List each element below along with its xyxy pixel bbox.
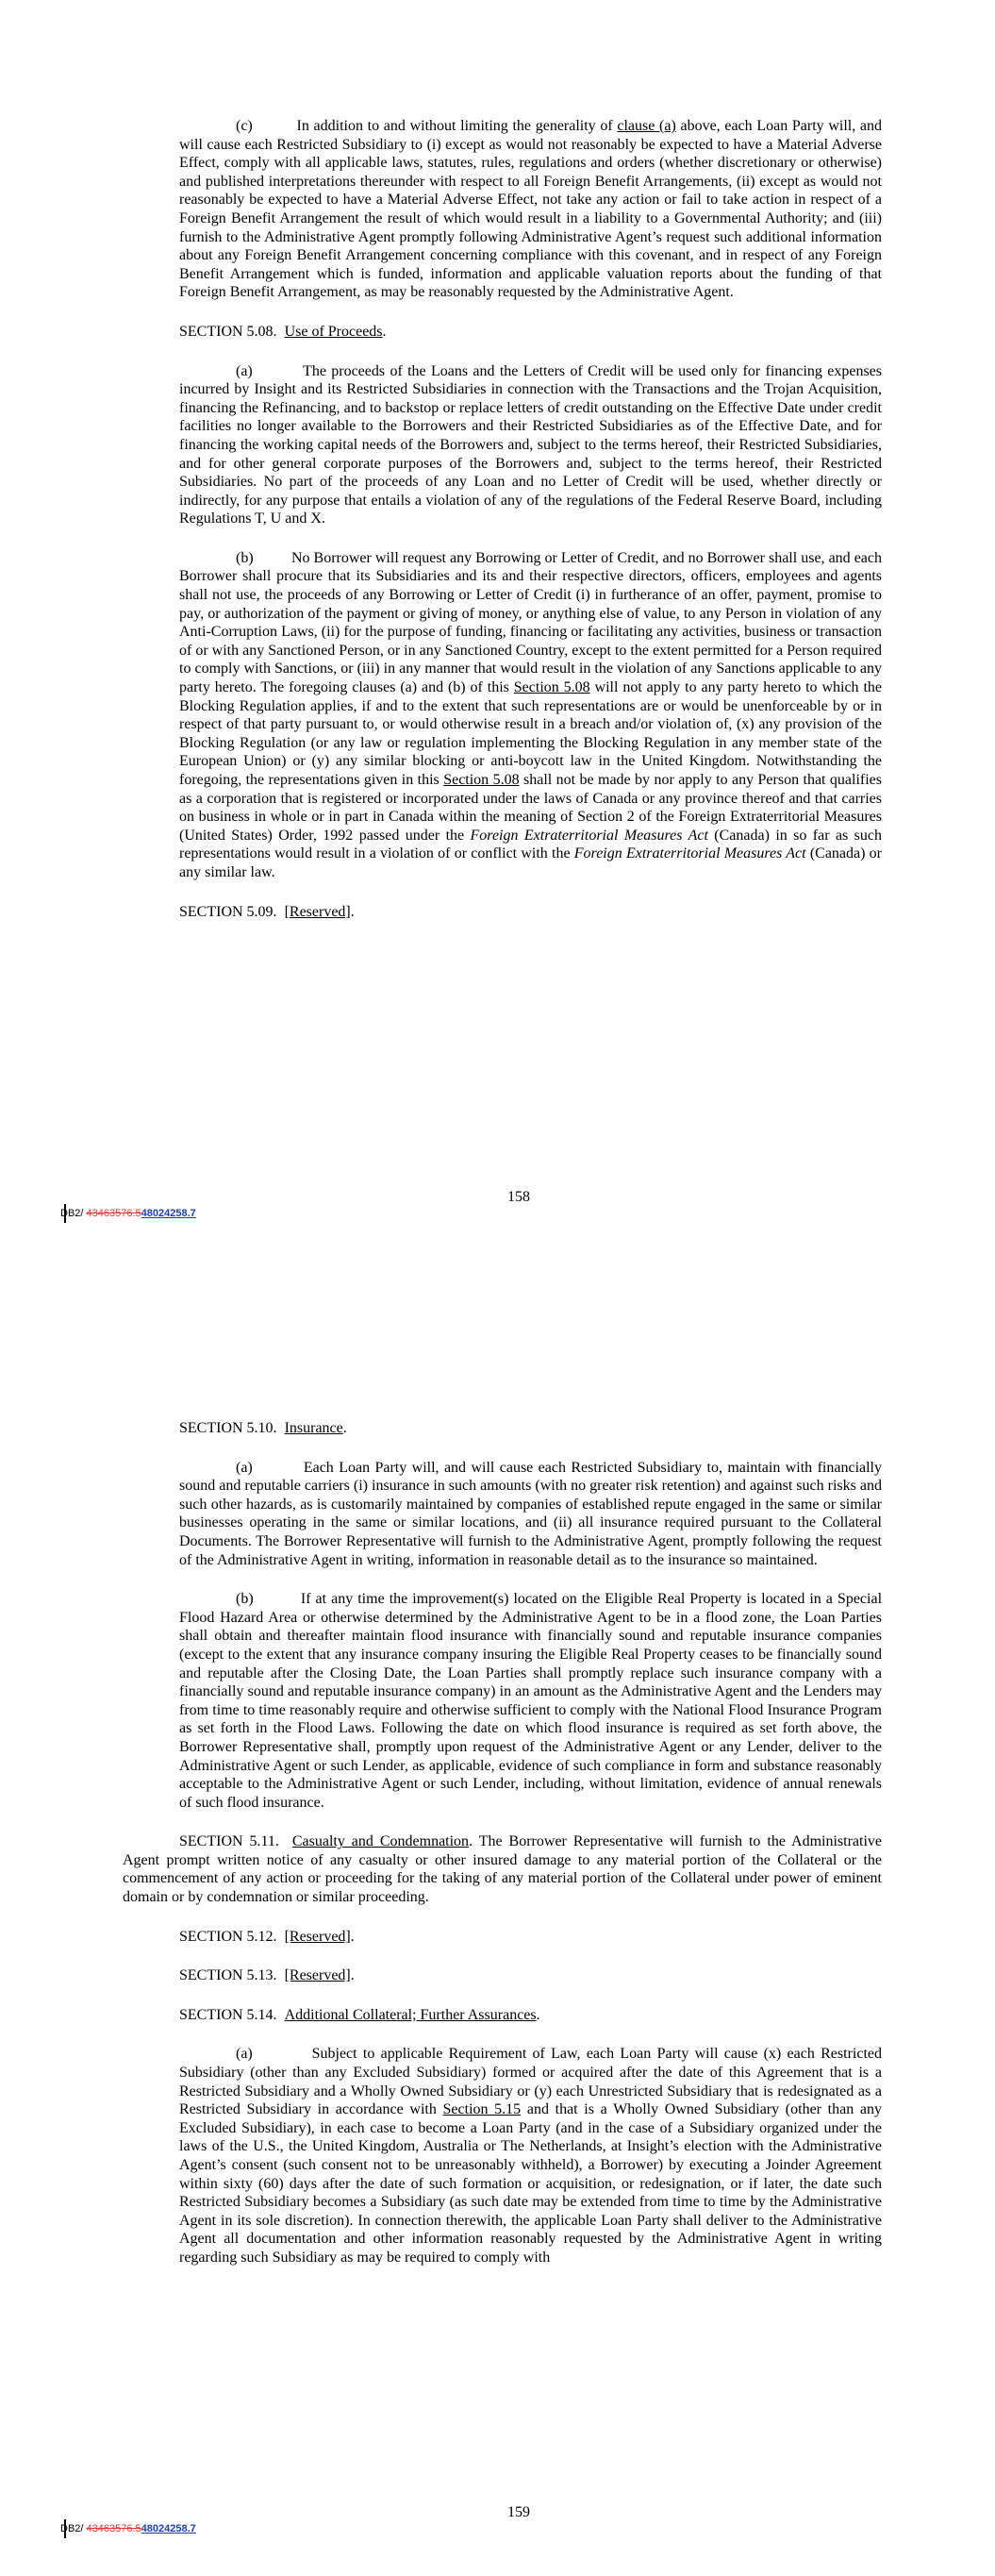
section-title: Insurance [284,1420,343,1436]
paragraph-5-14-a [179,2045,882,2267]
text-run: In addition to and without limiting the generality of [296,118,618,134]
section-5-11 [123,1832,882,1906]
clause-label: (c) [236,118,253,134]
section-5-14-heading: SECTION 5.14. Additional Collateral; Further Assurances. [179,2006,540,2023]
text-run: The proceeds of the Loans and the Letters of Credit will be used only for financing expenses incurred by Insight and its Restricted Subsidiaries in connection with the Transactions and the Trojan Acquisition, financing the Refinancing, and to backstop or replace letters of credit outstanding on the Effective Date under credit facilities no longer available to the Borrowers and their Restricted Subsidiaries as of the Effective Date, and for financing the working capital needs of the Borrowers and, subject to the terms hereof, their Restricted Subsidiaries, and for other general corporate purposes of the Borrowers and, subject to the terms hereof, their Restricted Subsidiaries. No part of the proceeds of any Loan and no Letter of Credit will be used, whether directly or indirectly, for any purpose that entails a violation of any of the regulations of the Federal Reserve Board, including Regulations T, U and X. [179,362,882,527]
text-run: Each Loan Party will, and will cause each Restricted Subsidiary to, maintain with financially sound and reputable carriers (i) insurance in such amounts (with no greater risk retention) and against such risks and such other hazards, as is customarily maintained by companies of established repute engaged in the same or similar businesses operating in the same or similar locations, and (ii) all insurance required pursuant to the Collateral Documents. The Borrower Representative will furnish to the Administrative Agent, promptly following the request of the Administrative Agent in writing, information in reasonable detail as to the insurance so maintained. [179,1459,883,1568]
text-run: shall not be made by nor apply to any Person that qualifies as a corporation that is registered or incorporated under the laws of Canada or any province thereof and that carries on business in whole or in part in Canada within the meaning of Section 2 of the Foreign Extraterritorial Measures (United States) Order, 1992 passed under the [179,772,882,844]
page-159-body [123,1419,883,2288]
page-number: 159 [507,2504,530,2520]
clause-label: (a) [236,1459,253,1476]
section-title: [Reserved] [284,1928,351,1945]
section-title: [Reserved] [284,903,351,920]
text-run: (Canada) or any similar law. [179,845,883,880]
section-number: SECTION 5.14. [179,2006,277,2023]
paragraph-5-10-a [179,1459,882,1570]
section-5-10-heading: SECTION 5.10. Insurance. [179,1420,347,1436]
clause-label: (b) [236,549,254,566]
act-name: Foreign Extraterritorial Measures Act [573,845,806,862]
footer-inserted-id: 48024258.7 [141,1208,196,1219]
text-run: No Borrower will request any Borrowing or Letter of Credit, and no Borrower shall use, and each Borrower shall procure that its Subsidiaries and its and their respective directors, officers, employees and agents shall not use, the proceeds of any Borrowing or Letter of Credit (i) in furtherance of an offer, payment, promise to pay, or authorization of the payment or giving of money, or anything else of value, to any Person in violation of any Anti-Corruption Laws, (ii) for the purpose of funding, financing or facilitating any activities, business or transaction of or with any Sanctioned Person, or in any Sanctioned Country, except to the extent permitted for a Person required to comply with Sanctions, or (iii) in any manner that would result in the violation of any Sanctions applicable to any party hereto. The foregoing clauses (a) and (b) of this [179,549,883,696]
section-number: SECTION 5.09. [179,903,277,920]
section-number: SECTION 5.12. [179,1928,277,1945]
section-title: Use of Proceeds [284,323,383,340]
footer-prefix: DB2/ [60,1208,87,1219]
section-title: [Reserved] [284,1967,351,1984]
footer-deleted-id: 43463576.5 [86,1208,141,1219]
section-title: Additional Collateral; Further Assurances [284,2006,537,2023]
section-5-08-reference[interactable]: Section 5.08 [513,679,590,696]
text-run: Subject to applicable Requirement of Law, each Loan Party will cause (x) each Restricted Subsidiary (other than any Excluded Subsidiary) formed or acquired after the date of this Agreement that is a Restricted Subsidiary and a Wholly Owned Subsidiary or (y) each Unrestricted Subsidiary that is redesignated as a Restricted Subsidiary in accordance with [179,2046,883,2118]
footer-inserted-id: 48024258.7 [141,2523,196,2534]
clause-label: (a) [236,362,253,379]
clause-a-reference[interactable]: clause (a) [617,118,676,134]
act-name: Foreign Extraterritorial Measures Act [470,827,708,844]
section-5-08-reference[interactable]: Section 5.08 [443,772,520,788]
page-number: 158 [507,1189,530,1205]
section-number: SECTION 5.10. [179,1420,277,1436]
section-number: SECTION 5.13. [179,1967,277,1984]
paragraph-5-08-b [179,549,882,882]
document-footer [60,1208,196,1219]
section-5-08-heading: SECTION 5.08. Use of Proceeds. [179,323,387,340]
text-run: . The Borrower Representative will furnish to the Administrative Agent prompt written notice of any casualty or other insured damage to any material portion of the Collateral or the commencement of any action or proceeding for the taking of any material portion of the Collateral under power of eminent domain or by condemnation or similar proceeding. [123,1833,882,1906]
clause-label: (b) [236,1591,254,1608]
section-number: SECTION 5.11. [179,1833,279,1850]
paragraph-5-07-c [179,117,882,302]
text-run: will not apply to any party hereto to which the Blocking Regulation applies, if and to the extent that such representations are or would be unenforceable by or in respect of that party pursuant to, or would otherwise result in a breach and/or violation of, (x) any provision of the Blocking Regulation (or any law or regulation implementing the Blocking Regulation in any member state of the European Union) or (y) any similar blocking or anti-boycott law in the United Kingdom. Notwithstanding the foregoing, the representations given in this [179,679,882,788]
paragraph-5-08-a [179,362,882,528]
text-run: (Canada) in so far as such representations would result in a violation of or conflict with the [179,827,883,862]
footer-deleted-id: 43463576.5 [86,2523,141,2534]
section-5-13-heading: SECTION 5.13. [Reserved]. [179,1967,355,1984]
text-run: above, each Loan Party will, and will cause each Restricted Subsidiary to (i) except as would not reasonably be expected to have a Material Adverse Effect, comply with all applicable laws, statutes, rules, regulations and orders (whether discretionary or otherwise) and published interpretations thereunder with respect to all Foreign Benefit Arrangements, (ii) except as would not reasonably be expected to have a Material Adverse Effect, not take any action or fail to take action in respect of a Foreign Benefit Arrangement the result of which would result in a liability to a Governmental Authority; and (iii) furnish to the Administrative Agent promptly following Administrative Agent’s request such additional information about any Foreign Benefit Arrangement concerning compliance with this covenant, and in respect of any Foreign Benefit Arrangement which is funded, information and applicable valuation reports about the funding of that Foreign Benefit Arrangement, as may be reasonably requested by the Administrative Agent. [179,118,883,301]
section-5-09-heading: SECTION 5.09. [Reserved]. [179,903,355,920]
page-158-body [179,117,882,942]
paragraph-5-10-b [179,1590,882,1812]
document-footer [60,2523,196,2534]
text-run: and that is a Wholly Owned Subsidiary (other than any Excluded Subsidiary), in each case to become a Loan Party (and in the case of a Subsidiary organized under the laws of the U.S., the United Kingdom, Australia or The Netherlands, at Insight’s election with the Administrative Agent’s consent (such consent not to be unreasonably withheld), a Borrower) by executing a Joinder Agreement within sixty (60) days after the date of such formation or acquisition, or redesignation, or if later, the date such Restricted Subsidiary becomes a Subsidiary (as such date may be extended from time to time by the Administrative Agent in its sole discretion). In connection therewith, the applicable Loan Party shall deliver to the Administrative Agent all documentation and other information reasonably requested by the Administrative Agent in writing regarding such Subsidiary as may be required to comply with [179,2101,883,2266]
section-title: Casualty and Condemnation [291,1833,470,1850]
section-5-12-heading: SECTION 5.12. [Reserved]. [179,1928,355,1945]
page-158 [0,0,995,1269]
text-run: If at any time the improvement(s) located on the Eligible Real Property is located in a Special Flood Hazard Area or otherwise determined by the Administrative Agent to be in a flood zone, the Loan Parties shall obtain and thereafter maintain flood insurance with financially sound and reputable insurance companies (except to the extent that any insurance company insuring the Eligible Real Property ceases to be financially sound and reputable after the Closing Date, the Loan Parties shall promptly replace such insurance company with a financially sound and reputable insurance company) in an amount as the Administrative Agent and the Lenders may from time to time reasonably require and otherwise sufficient to comply with the National Flood Insurance Program as set forth in the Flood Laws. Following the date on which flood insurance is required as set forth above, the Borrower Representative shall, promptly upon request of the Administrative Agent or any Lender, deliver to the Administrative Agent or such Lender, as applicable, evidence of such compliance in form and substance reasonably acceptable to the Administrative Agent or such Lender, including, without limitation, evidence of annual renewals of such flood insurance. [179,1591,883,1811]
footer-prefix: DB2/ [60,2523,87,2534]
section-5-15-reference[interactable]: Section 5.15 [442,2101,522,2118]
section-number: SECTION 5.08. [179,323,277,340]
clause-label: (a) [236,2046,253,2063]
